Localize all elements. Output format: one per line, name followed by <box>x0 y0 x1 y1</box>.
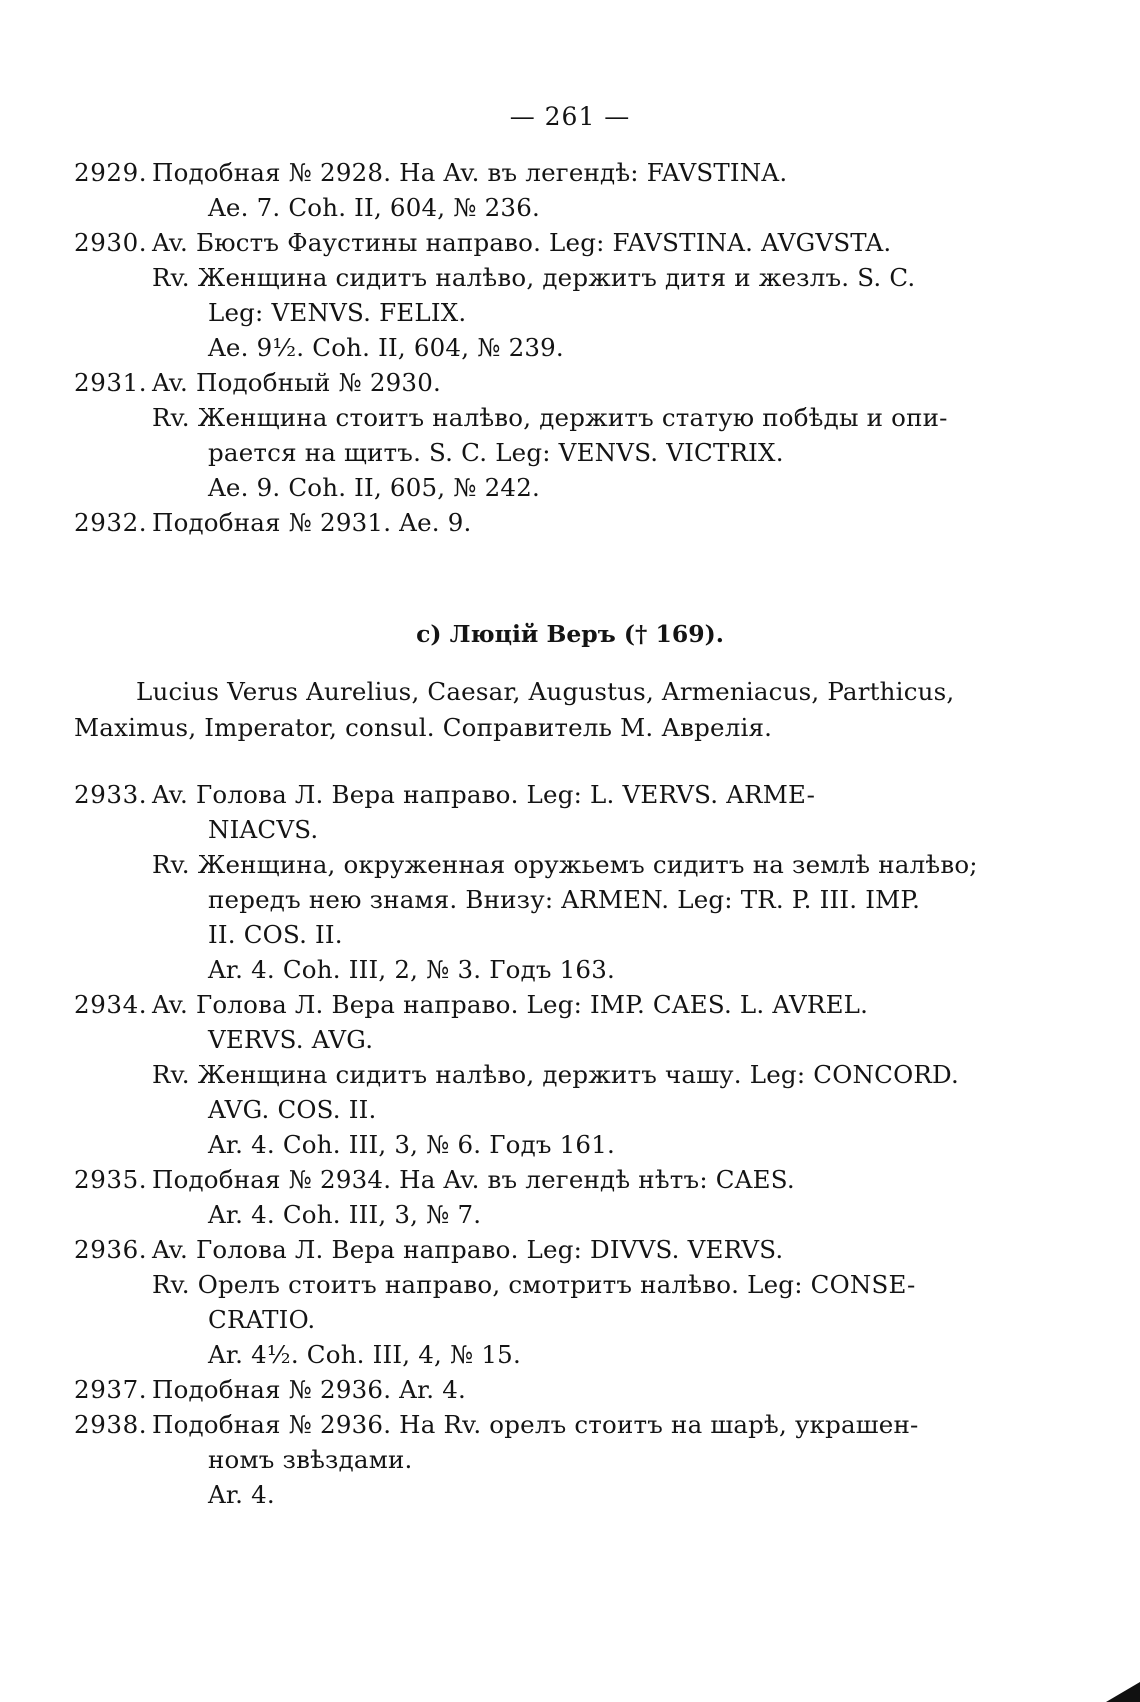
entry-line: Av. Бюстъ Фаустины направо. Leg: FAVSTINA. AVGVSTA. <box>152 228 892 257</box>
entry-line: Ar. 4. Coh. III, 2, № 3. Годъ 163. <box>208 955 615 984</box>
entry-line: Leg: VENVS. FELIX. <box>208 298 467 327</box>
entry-line: Rv. Женщина стоитъ налѣво, держитъ статую побѣды и опи- <box>152 403 948 432</box>
section-intro-line: Maximus, Imperator, consul. Соправитель М. Аврелія. <box>74 713 773 742</box>
page-number: — 261 — <box>509 102 631 131</box>
scan-corner-mark <box>1106 1682 1140 1702</box>
entry-line: передъ нею знамя. Внизу: ARMEN. Leg: TR. P. III. IMP. <box>208 885 921 914</box>
entry-line: Ar. 4. <box>208 1480 275 1509</box>
entry-line: Ar. 4. Coh. III, 3, № 7. <box>208 1200 482 1229</box>
entry-number: 2935. <box>74 1165 148 1194</box>
entry-number: 2934. <box>74 990 148 1019</box>
entry-number: 2936. <box>74 1235 148 1264</box>
entry-line: Rv. Женщина, окруженная оружьемъ сидитъ на землѣ налѣво; <box>152 850 978 879</box>
entry-line: Ar. 4½. Coh. III, 4, № 15. <box>208 1340 521 1369</box>
entry-line: Подобная № 2936. Ar. 4. <box>152 1375 467 1404</box>
entry-line: Ar. 4. Coh. III, 3, № 6. Годъ 161. <box>208 1130 615 1159</box>
entry-line: Ae. 9. Coh. II, 605, № 242. <box>208 473 540 502</box>
entry-line: Av. Голова Л. Вера направо. Leg: IMP. CAES. L. AVREL. <box>152 990 869 1019</box>
entry-line: Rv. Женщина сидитъ налѣво, держитъ чашу. Leg: CONCORD. <box>152 1060 959 1089</box>
entry-line: Av. Подобный № 2930. <box>152 368 441 397</box>
entry-line: Rv. Женщина сидитъ налѣво, держитъ дитя и жезлъ. S. C. <box>152 263 916 292</box>
entry-line: Подобная № 2928. На Av. въ легендѣ: FAVSTINA. <box>152 158 788 187</box>
entry-line: VERVS. AVG. <box>208 1025 374 1054</box>
entry-line: рается на щитъ. S. C. Leg: VENVS. VICTRIX. <box>208 438 784 467</box>
entry-line: Подобная № 2931. Ae. 9. <box>152 508 472 537</box>
entry-line: CRATIO. <box>208 1305 316 1334</box>
entry-line: NIACVS. <box>208 815 319 844</box>
entry-line: Подобная № 2934. На Av. въ легендѣ нѣтъ: CAES. <box>152 1165 795 1194</box>
entry-line: Av. Голова Л. Вера направо. Leg: L. VERVS. ARME- <box>152 780 816 809</box>
entry-line: Подобная № 2936. На Rv. орелъ стоитъ на шарѣ, украшен- <box>152 1410 919 1439</box>
entry-number: 2932. <box>74 508 148 537</box>
entry-number: 2931. <box>74 368 148 397</box>
entry-line: AVG. COS. II. <box>208 1095 377 1124</box>
entry-line: номъ звѣздами. <box>208 1445 413 1474</box>
entry-line: Rv. Орелъ стоитъ направо, смотритъ налѣво. Leg: CONSE- <box>152 1270 916 1299</box>
section-intro-line: Lucius Verus Aurelius, Caesar, Augustus, Armeniacus, Parthicus, <box>136 677 955 706</box>
entry-line: Ae. 7. Coh. II, 604, № 236. <box>208 193 540 222</box>
entry-number: 2930. <box>74 228 148 257</box>
entry-line: II. COS. II. <box>208 920 343 949</box>
entry-number: 2933. <box>74 780 148 809</box>
entry-line: Ae. 9½. Coh. II, 604, № 239. <box>208 333 564 362</box>
entry-number: 2929. <box>74 158 148 187</box>
entry-line: Av. Голова Л. Вера направо. Leg: DIVVS. VERVS. <box>152 1235 784 1264</box>
entry-number: 2937. <box>74 1375 148 1404</box>
section-heading: c) Люцій Веръ († 169). <box>416 620 724 648</box>
entry-number: 2938. <box>74 1410 148 1439</box>
